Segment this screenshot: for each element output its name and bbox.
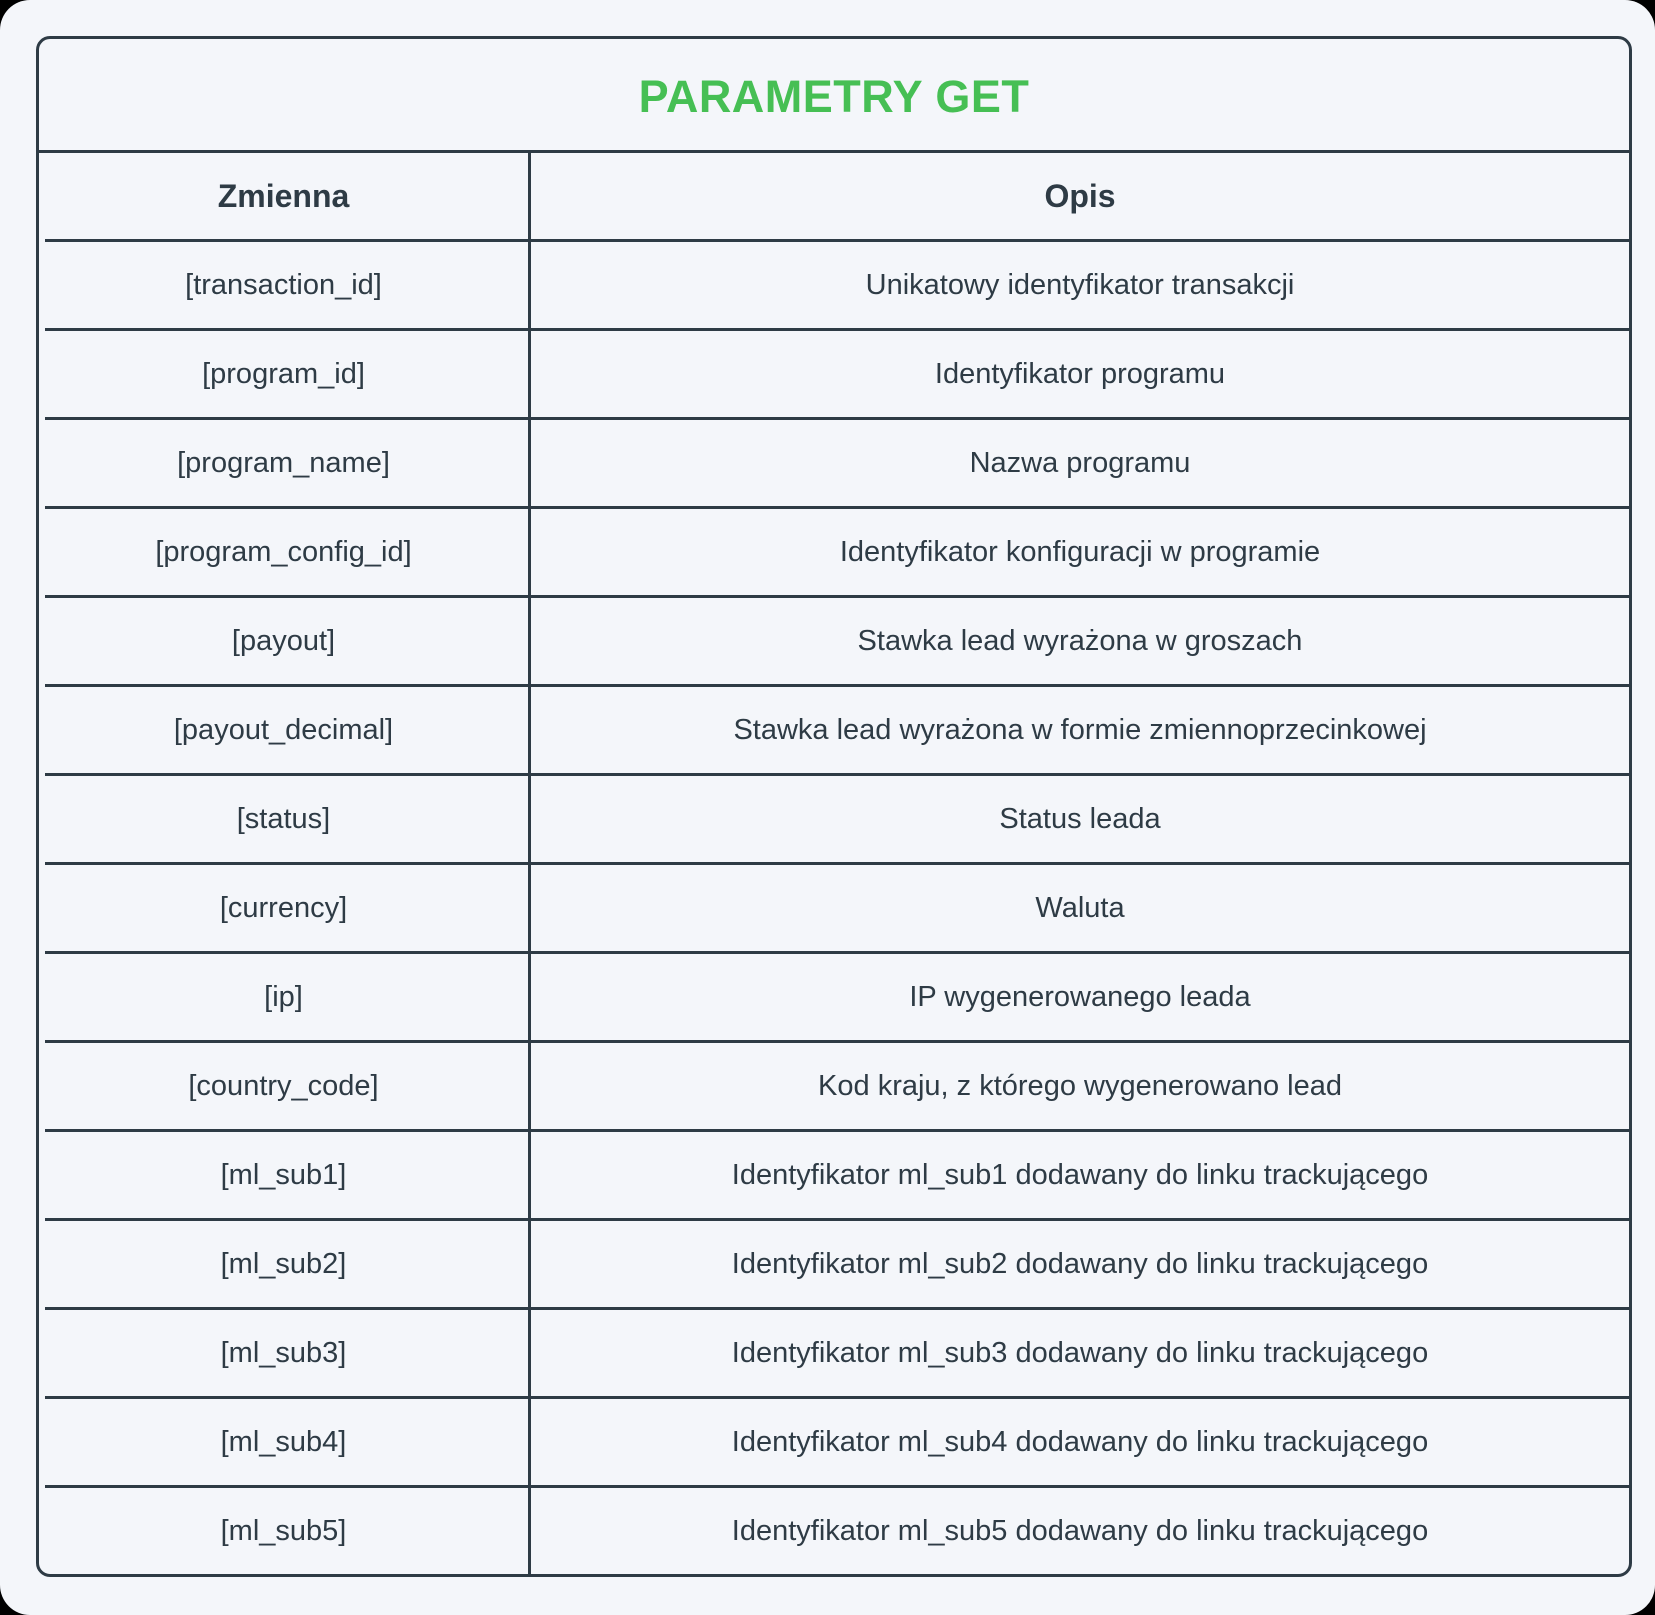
table-title: PARAMETRY GET bbox=[638, 70, 1030, 122]
table-row bbox=[39, 1132, 1629, 1221]
cell-variable: [ml_sub5] bbox=[39, 1488, 531, 1577]
cell-description: Unikatowy identyfikator transakcji bbox=[865, 268, 1295, 301]
cell-variable: [program_config_id] bbox=[39, 509, 531, 598]
cell-description: Nazwa programu bbox=[969, 446, 1191, 479]
cell-description: Waluta bbox=[1035, 891, 1125, 924]
cell-variable: [country_code] bbox=[39, 1043, 531, 1132]
parameters-table bbox=[36, 36, 1632, 1577]
cell-description: Identyfikator ml_sub3 dodawany do linku trackującego bbox=[731, 1336, 1429, 1369]
table-grid bbox=[39, 153, 1629, 1577]
table-row bbox=[39, 598, 1629, 687]
cell-variable: [currency] bbox=[39, 865, 531, 954]
table-row bbox=[39, 1310, 1629, 1399]
cell-description: Stawka lead wyrażona w formie zmiennoprzecinkowej bbox=[733, 713, 1427, 746]
cell-variable: [program_id] bbox=[39, 331, 531, 420]
cell-description: Identyfikator programu bbox=[934, 357, 1226, 390]
cell-description: Identyfikator ml_sub1 dodawany do linku trackującego bbox=[731, 1158, 1429, 1191]
cell-variable: [ml_sub1] bbox=[39, 1132, 531, 1221]
table-row bbox=[39, 865, 1629, 954]
cell-description: Kod kraju, z którego wygenerowano lead bbox=[818, 1069, 1342, 1102]
cell-description: Status leada bbox=[999, 802, 1161, 835]
table-row bbox=[39, 687, 1629, 776]
cell-description: Identyfikator ml_sub2 dodawany do linku trackującego bbox=[731, 1247, 1429, 1280]
table-header-row bbox=[39, 153, 1629, 242]
table-row bbox=[39, 242, 1629, 331]
table-row bbox=[39, 1043, 1629, 1132]
cell-description: Identyfikator ml_sub4 dodawany do linku trackującego bbox=[731, 1425, 1429, 1458]
table-body bbox=[39, 242, 1629, 1577]
table-row bbox=[39, 420, 1629, 509]
cell-variable: [payout] bbox=[39, 598, 531, 687]
cell-description: IP wygenerowanego leada bbox=[909, 980, 1251, 1013]
cell-description: Identyfikator ml_sub5 dodawany do linku trackującego bbox=[731, 1514, 1429, 1547]
table-row bbox=[39, 776, 1629, 865]
cell-variable: [ml_sub3] bbox=[39, 1310, 531, 1399]
cell-description: Identyfikator konfiguracji w programie bbox=[839, 535, 1321, 568]
cell-variable: [transaction_id] bbox=[39, 242, 531, 331]
cell-description: Stawka lead wyrażona w groszach bbox=[857, 624, 1303, 657]
table-row bbox=[39, 1221, 1629, 1310]
header-variable: Zmienna bbox=[39, 153, 531, 242]
cell-variable: [status] bbox=[39, 776, 531, 865]
table-row bbox=[39, 331, 1629, 420]
table-row bbox=[39, 1399, 1629, 1488]
cell-variable: [payout_decimal] bbox=[39, 687, 531, 776]
cell-variable: [ml_sub2] bbox=[39, 1221, 531, 1310]
table-row bbox=[39, 1488, 1629, 1577]
cell-variable: [ip] bbox=[39, 954, 531, 1043]
header-description: Opis bbox=[1044, 177, 1116, 214]
cell-variable: [ml_sub4] bbox=[39, 1399, 531, 1488]
table-row bbox=[39, 954, 1629, 1043]
table-row bbox=[39, 509, 1629, 598]
cell-variable: [program_name] bbox=[39, 420, 531, 509]
title-row bbox=[39, 39, 1629, 153]
